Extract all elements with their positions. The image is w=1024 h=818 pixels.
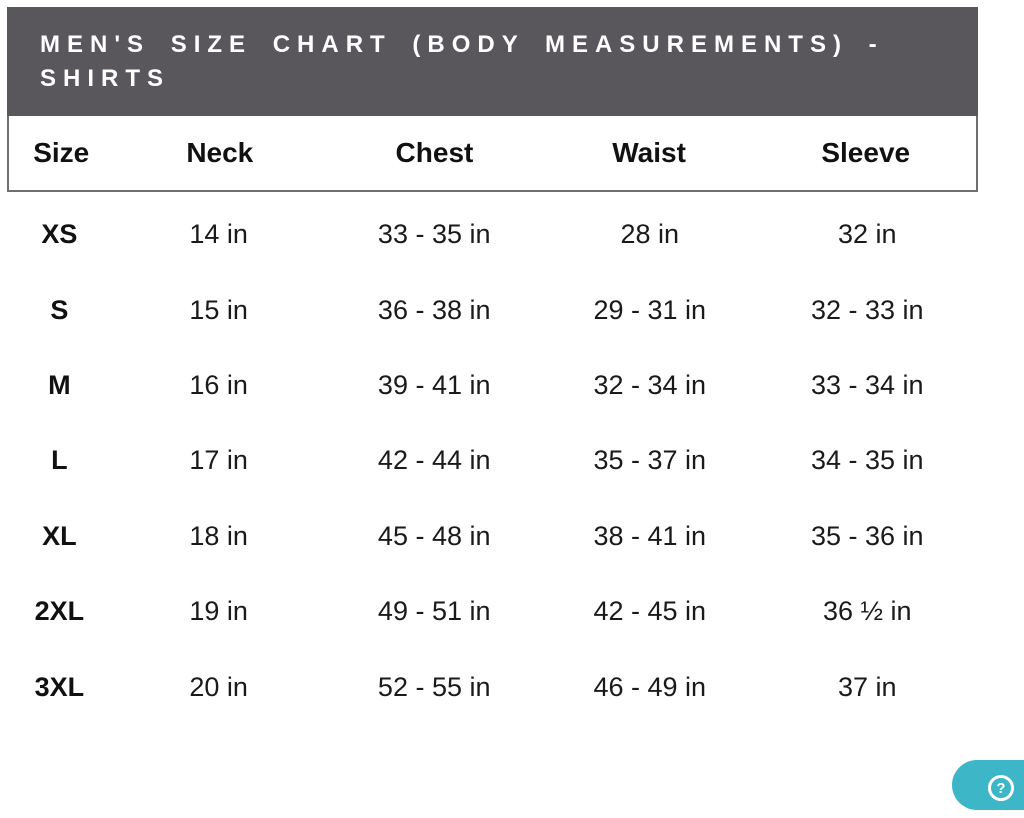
size-cell: XS: [41, 219, 78, 250]
help-button[interactable]: [952, 760, 1024, 810]
table-row-m: [7, 348, 978, 423]
title-line-1: MEN'S SIZE CHART (BODY MEASUREMENTS) -: [40, 30, 884, 58]
waist-cell: 46 - 49 in: [593, 671, 707, 702]
chest-cell: 45 - 48 in: [377, 520, 491, 551]
sleeve-cell: 34 - 35 in: [810, 445, 924, 476]
table-header-row: [7, 116, 978, 192]
sleeve-cell: 32 in: [837, 219, 897, 250]
chest-cell: 49 - 51 in: [377, 596, 491, 627]
title-line-2: SHIRTS: [40, 64, 171, 92]
column-header-sleeve: Sleeve: [821, 137, 911, 168]
size-cell: M: [48, 369, 71, 400]
waist-cell: 35 - 37 in: [593, 445, 707, 476]
neck-cell: 20 in: [189, 671, 248, 702]
chest-cell: 39 - 41 in: [377, 369, 491, 400]
sleeve-cell: 36 ½ in: [822, 596, 912, 627]
size-cell: XL: [42, 520, 77, 551]
chest-cell: 42 - 44 in: [377, 445, 491, 476]
table-row-xs: [7, 197, 978, 272]
sleeve-cell: 32 - 33 in: [810, 294, 924, 325]
column-header-size: Size: [33, 137, 90, 168]
column-header-neck: Neck: [186, 137, 254, 168]
chest-cell: 36 - 38 in: [377, 294, 491, 325]
table-row-l: [7, 423, 978, 498]
sleeve-cell: 33 - 34 in: [810, 369, 924, 400]
waist-cell: 32 - 34 in: [593, 369, 707, 400]
chest-cell: 33 - 35 in: [377, 219, 491, 250]
waist-cell: 42 - 45 in: [593, 596, 707, 627]
table-body: [7, 197, 978, 725]
size-cell: 3XL: [34, 671, 85, 702]
question-mark-icon: ?: [988, 775, 1014, 801]
neck-cell: 15 in: [189, 294, 248, 325]
waist-cell: 29 - 31 in: [593, 294, 707, 325]
table-row-s: [7, 272, 978, 347]
column-header-chest: Chest: [395, 137, 474, 168]
table-row-3xl: [7, 649, 978, 724]
table-row-xl: [7, 499, 978, 574]
waist-cell: 28 in: [620, 219, 680, 250]
column-header-waist: Waist: [612, 137, 686, 168]
neck-cell: 16 in: [189, 369, 248, 400]
neck-cell: 18 in: [189, 520, 248, 551]
size-cell: S: [50, 294, 69, 325]
neck-cell: 17 in: [189, 445, 248, 476]
neck-cell: 14 in: [189, 219, 248, 250]
waist-cell: 38 - 41 in: [593, 520, 707, 551]
sleeve-cell: 37 in: [837, 671, 897, 702]
chest-cell: 52 - 55 in: [377, 671, 491, 702]
sleeve-cell: 35 - 36 in: [810, 520, 924, 551]
size-chart-title-band: [7, 7, 978, 116]
size-cell: L: [51, 445, 68, 476]
table-row-2xl: [7, 574, 978, 649]
size-cell: 2XL: [34, 596, 85, 627]
neck-cell: 19 in: [189, 596, 248, 627]
